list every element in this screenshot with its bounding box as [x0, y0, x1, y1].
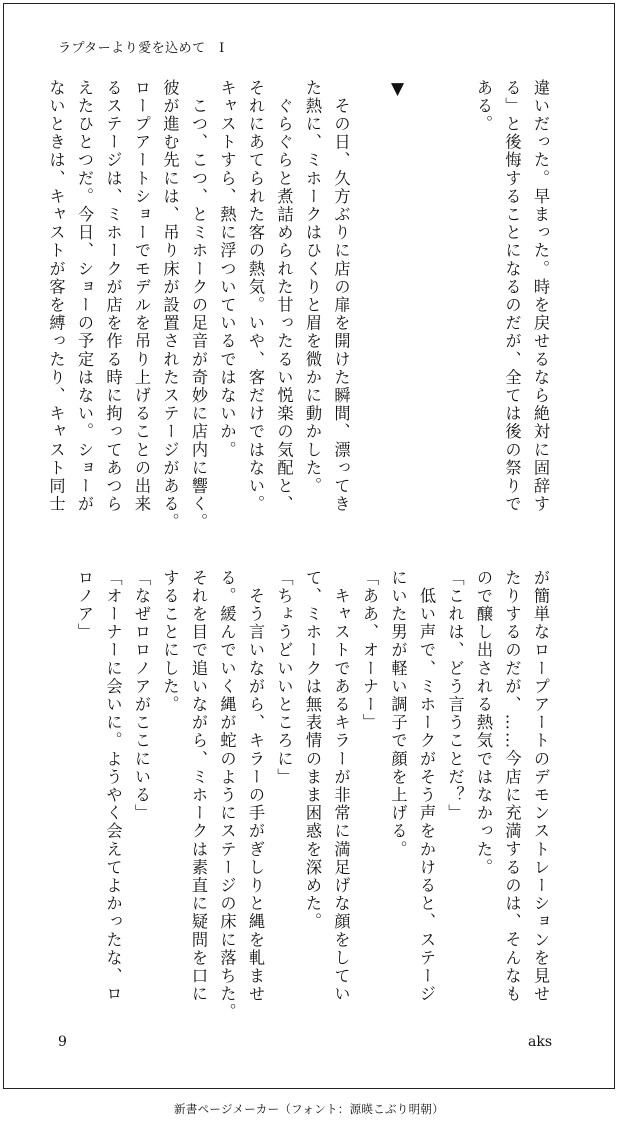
text-line: ロープアートショーでモデルを吊り上げることの出来 — [132, 79, 151, 514]
text-line: て、ミホークは無表情のまま困惑を深めた。 — [303, 569, 322, 931]
text-line: それを目で追いながら、ミホークは素直に疑問を口に — [189, 569, 208, 1004]
text-line: 「これは、どう言うことだ？」 — [445, 569, 465, 823]
generator-credit: 新書ページメーカー（フォント：源暎こぶり明朝） — [173, 1102, 445, 1116]
author-name: aks — [527, 1034, 552, 1050]
blank-line — [412, 79, 441, 527]
text-line: そう言いながら、キラーの手がぎしりと縄を軋ませ — [246, 569, 265, 1004]
text-line: 違いだった。早まった。時を戻せるなら絶対に固辞す — [531, 79, 550, 514]
text-line: にいた男が軽い調子で顔を上げる。 — [388, 569, 408, 859]
text-line: ある。 — [474, 79, 493, 134]
text-line: キャストすら、熱に浮ついているではないか。 — [217, 79, 237, 460]
text-line: る」と後悔することになるのだが、全ては後の祭りで — [502, 79, 522, 514]
text-line: ないときは、キャストが客を縛ったり、キャスト同士 — [46, 79, 66, 514]
text-line: 「なぜロロノアがここにいる」 — [132, 569, 151, 823]
text-line: それにあてられた客の熱気。いや、客だけではない。 — [246, 79, 265, 514]
text-line: る。緩んでいく縄が蛇のようにステージの床に落ちた。 — [217, 569, 237, 1022]
text-line: キャストであるキラーが非常に満足げな顔をしてい — [331, 569, 351, 1004]
blank-line — [440, 79, 469, 527]
text-line: その日、久方ぶりに店の扉を開けた瞬間、漂ってき — [331, 79, 351, 514]
text-line: えたひとつだ。今日、ショーの予定はない。ショーが — [75, 79, 94, 514]
text-line: ので醸し出される熱気ではなかった。 — [474, 569, 493, 877]
text-line: が簡単なロープアートのデモンストレーションを見せ — [531, 569, 550, 1004]
text-line: ぐらぐらと煮詰められた甘ったるい悦楽の気配と、 — [274, 79, 294, 514]
text-line: たりするのだが、……今店に充満するのは、そんなも — [502, 569, 522, 1004]
lower-text-block — [60, 569, 554, 1022]
text-line: することにした。 — [160, 569, 180, 714]
text-line: ロノア」 — [75, 569, 94, 642]
running-header-title: ラプターより愛を込めて Ⅰ — [58, 41, 225, 56]
scene-break-marker: ▼ — [387, 79, 408, 101]
blank-line — [355, 79, 384, 527]
upper-text-block — [46, 79, 554, 532]
text-line: 「ちょうどいいところに」 — [274, 569, 294, 787]
text-line: こつ、こつ、とミホークの足音が奇妙に店内に響く。 — [189, 79, 208, 532]
text-line: 彼が進む先には、吊り床が設置されたステージがある。 — [160, 79, 180, 532]
page-number: 9 — [58, 1034, 67, 1050]
text-line: 低い声で、ミホークがそう声をかけると、ステージ — [417, 569, 436, 1004]
text-line: 「ああ、オーナー」 — [360, 569, 379, 732]
text-line: 「オーナーに会いに。ようやく会えてよかったな、ロ — [103, 569, 123, 1004]
text-line: るステージは、ミホークが店を作る時に拘ってあつら — [103, 79, 123, 514]
text-line: た熱に、ミホークはひくりと眉を微かに動かした。 — [303, 79, 322, 496]
